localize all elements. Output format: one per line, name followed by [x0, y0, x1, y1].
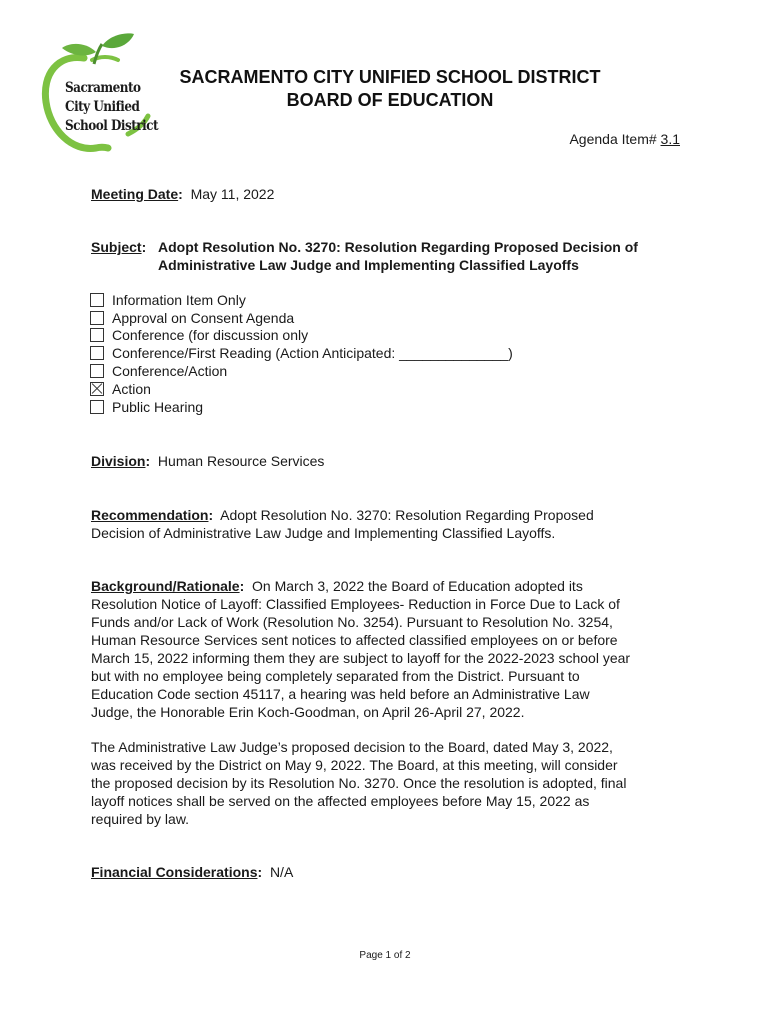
meeting-date: Meeting Date: May 11, 2022: [91, 186, 275, 202]
checklist-item: [90, 398, 513, 416]
background-line: but with no employee being completely separated from the District. Pursuant to: [91, 668, 580, 684]
checkbox-action[interactable]: [90, 382, 104, 396]
checkbox-first-reading[interactable]: [90, 346, 104, 360]
subject-text: [158, 238, 718, 274]
meeting-date-label: Meeting Date: [91, 186, 179, 202]
checklist-item: [90, 291, 513, 309]
decision-paragraph: [91, 738, 681, 828]
recommendation-line: Decision of Administrative Law Judge and Implementing Classified Layoffs.: [91, 525, 556, 541]
checkbox-public-hearing[interactable]: [90, 400, 104, 414]
checkbox-consent[interactable]: [90, 311, 104, 325]
decision-line: The Administrative Law Judge’s proposed decision to the Board, dated May 3, 2022,: [91, 739, 613, 755]
background-line: Judge, the Honorable Erin Koch-Goodman, on April 26-April 27, 2022.: [91, 704, 525, 720]
background-line: Funds and/or Lack of Work (Resolution No. 3254). Pursuant to Resolution No. 3254,: [91, 614, 613, 630]
background-rationale: Background/Rationale: On March 3, 2022 the Board of Education adopted its Resolution Notice of Layoff: Classified Employees- Reduction in Force Due to Lack of Funds and/or Lack of Work (Resolution No. 3254). Pursuant to Resolution No. 3254, Human Resource Services sent notices to affected classified employees on or before March 15, 2022 informing them they are subject to layoff for the 2022-2023 school year but with no employee being completely separated from the District. Pursuant to Education Code section 45117, a hearing was held before an Administrative Law Judge, the Honorable Erin Koch-Goodman, on April 26-April 27, 2022.: [91, 577, 681, 721]
subject-line: Adopt Resolution No. 3270: Resolution Regarding Proposed Decision of: [158, 239, 638, 255]
board-name: BOARD OF EDUCATION: [286, 90, 494, 110]
checkbox-label: Conference/First Reading (Action Anticipated: ______________): [112, 345, 513, 362]
checklist-item: [90, 309, 513, 327]
checkbox-conference-action[interactable]: [90, 364, 104, 378]
item-type-checklist: [90, 291, 513, 416]
checklist-item: [90, 327, 513, 345]
background-label: Background/Rationale: [91, 578, 240, 594]
recommendation-label: Recommendation: [91, 507, 209, 523]
checkbox-label: Action: [112, 380, 151, 397]
subject: Subject: Adopt Resolution No. 3270: Resolution Regarding Proposed Decision of Administrative Law Judge and Implementing Classified Layoffs: [91, 238, 146, 256]
recommendation-line: Adopt Resolution No. 3270: Resolution Regarding Proposed: [220, 507, 594, 523]
logo-line: Sacramento: [65, 80, 141, 96]
background-line: Resolution Notice of Layoff: Classified Employees- Reduction in Force Due to Lack of: [91, 596, 620, 612]
decision-line: layoff notices shall be served on the affected employees before May 15, 2022 as: [91, 793, 590, 809]
checkbox-label: Conference/Action: [112, 363, 228, 380]
background-line: Education Code section 45117, a hearing was held before an Administrative Law: [91, 686, 590, 702]
financial-label: Financial Considerations: [91, 864, 258, 880]
checklist-item: [90, 380, 513, 398]
checkbox-label: Conference (for discussion only: [112, 327, 309, 344]
subject-line: Administrative Law Judge and Implementing Classified Layoffs: [158, 257, 579, 273]
checkbox-conference[interactable]: [90, 328, 104, 342]
checkbox-information[interactable]: [90, 293, 104, 307]
checkbox-label: Information Item Only: [112, 291, 246, 308]
division: Division: Human Resource Services: [91, 453, 325, 469]
decision-line: required by law.: [91, 811, 190, 827]
subject-label: Subject: [91, 239, 142, 255]
background-line: On March 3, 2022 the Board of Education adopted its: [252, 578, 583, 594]
page-number: Page 1 of 2: [359, 950, 411, 961]
document-header: [0, 66, 770, 112]
financial-considerations: Financial Considerations: N/A: [91, 864, 294, 880]
agenda-label: Agenda Item#: [569, 131, 657, 147]
checkbox-label: Approval on Consent Agenda: [112, 309, 295, 326]
meeting-date-value: May 11, 2022: [190, 186, 275, 202]
logo-line: City Unified: [65, 99, 140, 115]
checklist-item: [90, 362, 513, 380]
background-line: March 15, 2022 informing them they are subject to layoff for the 2022-2023 school year: [91, 650, 631, 666]
district-name: SACRAMENTO CITY UNIFIED SCHOOL DISTRICT: [179, 67, 601, 87]
division-label: Division: [91, 453, 146, 469]
agenda-item: [569, 131, 680, 147]
financial-value: N/A: [269, 864, 294, 880]
background-line: Human Resource Services sent notices to affected classified employees on or before: [91, 632, 618, 648]
decision-line: was received by the District on May 9, 2022. The Board, at this meeting, will consider: [91, 757, 618, 773]
logo-line: School District: [65, 118, 159, 134]
recommendation: Recommendation: Adopt Resolution No. 3270: Resolution Regarding Proposed Decision of Administrative Law Judge and Implementing Classified Layoffs.: [91, 506, 681, 542]
checklist-item: [90, 344, 513, 362]
checkbox-label: Public Hearing: [112, 398, 204, 415]
agenda-number: 3.1: [660, 131, 680, 147]
division-value: Human Resource Services: [157, 453, 325, 469]
decision-line: the proposed decision by its Resolution No. 3270. Once the resolution is adopted, final: [91, 775, 627, 791]
